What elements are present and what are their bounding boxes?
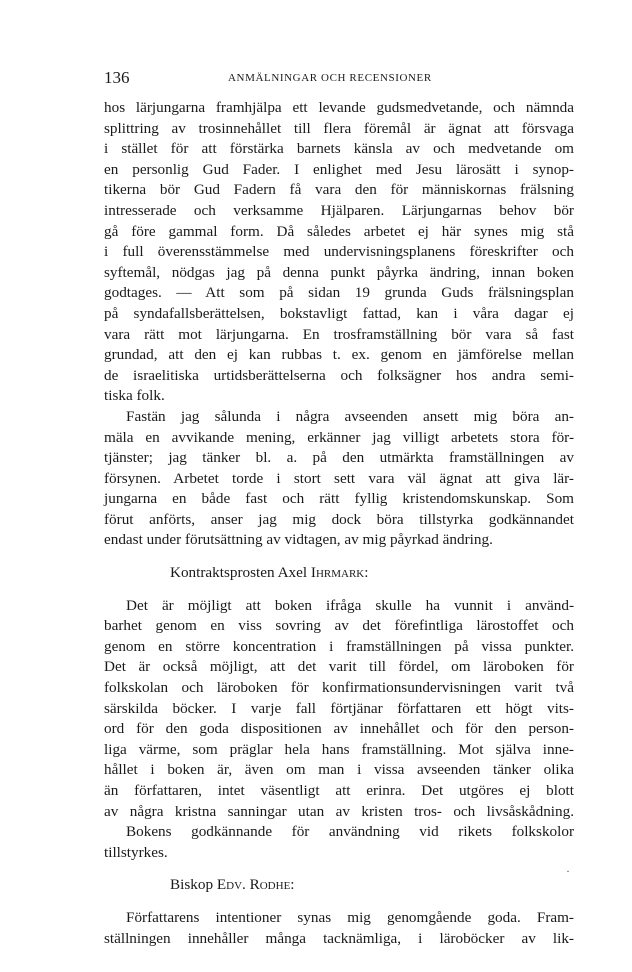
- text-line: endast under förutsättning av vidtagen, av mig påyrkad ändring.: [104, 531, 493, 549]
- text-line: Bokens godkännande för användning vid rikets folkskolor: [126, 823, 574, 841]
- heading-prefix: Biskop: [170, 876, 217, 894]
- heading-prefix: Kontraktsprosten Axel: [170, 564, 311, 582]
- running-head: ANMÄLNINGAR OCH RECENSIONER: [228, 72, 432, 84]
- text-line: tiska folk.: [104, 387, 165, 405]
- text-line: ord för den goda dispositionen av innehållet och för den person-: [104, 720, 574, 738]
- text-line: tillstyrkes.: [104, 843, 168, 861]
- text-line: tikerna bör Gud Fadern få vara den för människornas frälsning: [104, 181, 574, 199]
- text-line: syftemål, nödgas jag på denna punkt påyrka ändring, innan boken: [104, 263, 574, 281]
- spacer: [104, 584, 574, 596]
- text-line: av några kristna sanningar utan av kristen tros- och livsåskådning.: [104, 802, 574, 820]
- text-line: de israelitiska urtidsberättelserna och folksägner hos andra semi-: [104, 366, 574, 384]
- heading-name: Ihrmark: [310, 564, 365, 582]
- heading-suffix: :: [290, 876, 295, 894]
- text-line: försynen. Arbetet torde i stort sett vara väl ägnat att giva lär-: [104, 469, 574, 487]
- text-line: ställningen innehåller många tacknämliga, i läroböcker av lik-: [104, 929, 574, 947]
- text-line: hos lärjungarna framhjälpa ett levande gudsmedvetande, och nämnda: [104, 99, 574, 116]
- text-line: mäla en avvikande mening, erkänner jag villigt arbetets stora för-: [104, 428, 574, 446]
- spacer: [104, 896, 574, 908]
- spacer: [104, 863, 574, 875]
- body-text: [104, 98, 574, 949]
- text-line: än författaren, intet väsentligt att erinra. Det utgöres ej blott: [104, 782, 574, 799]
- page-header: [104, 68, 574, 88]
- text-line: Det är möjligt att boken ifråga skulle ha vunnit i använd-: [126, 596, 574, 614]
- page-number: 136: [104, 68, 130, 87]
- text-line: jungarna en både fast och rätt fyllig kristendomskunskap. Som: [104, 490, 574, 508]
- text-line: Författarens intentioner synas mig genomgående goda. Fram-: [126, 908, 574, 926]
- text-line: i full överensstämmelse med undervisningsplanens föreskrifter och: [104, 243, 574, 261]
- text-line: Det är också möjligt, att det varit till fördel, om läroboken för: [104, 658, 574, 676]
- text-line: i stället för att förstärka barnets känsla av och medvetande om: [104, 140, 574, 158]
- text-line: förut anförts, anser jag mig dock böra tillstyrka godkännandet: [104, 510, 574, 528]
- section-heading-rodhe: [104, 875, 574, 896]
- text-line: grundad, att den ej kan rubbas t. ex. genom en jämförelse mellan: [104, 346, 574, 364]
- text-line: folkskolan och läroboken för konfirmationsundervisningen varit två: [104, 679, 574, 697]
- text-line: godtages. — Att som på sidan 19 grunda Guds frälsningsplan: [104, 284, 574, 302]
- text-line: särskilda böcker. I varje fall förtjänar författaren ett högt vits-: [104, 699, 574, 717]
- text-line: genom en större koncentration i framställningen på vissa punkter.: [104, 637, 574, 655]
- text-line: tjänster; jag tänker bl. a. på den utmärkta framställningen av: [104, 449, 574, 467]
- text-line: en personlig Gud Fader. I enlighet med Jesu lärosätt i synop-: [104, 160, 574, 178]
- text-line: liga värme, som präglar hela hans framställning. Mot själva inne-: [104, 740, 574, 758]
- text-line: splittring av trosinnehållet till flera föremål är ägnat att försvaga: [104, 119, 574, 137]
- text-line: vara rätt mot lärjungarna. En trosframställning bör vara så fast: [104, 325, 574, 343]
- section-heading-ihrmark: [104, 563, 574, 584]
- text-line: intresserade och verksamme Hjälparen. Lärjungarnas behov bör: [104, 201, 574, 219]
- heading-suffix: :: [364, 564, 369, 582]
- text-line: barhet genom en viss sovring av det förefintliga lärostoffet och: [104, 617, 574, 635]
- text-line: gå före gammal form. Då således arbetet ej här synes mig stå: [104, 222, 574, 240]
- heading-name: Edv. Rodhe: [216, 876, 291, 894]
- text-line: på syndafallsberättelsen, bokstavligt fattad, kan i våra dagar ej: [104, 304, 574, 322]
- text-line: hållet i boken är, även om man i vissa avseenden tänker olika: [104, 761, 574, 779]
- text-line: Fastän jag sålunda i några avseenden ansett mig böra an-: [126, 407, 574, 425]
- spacer: [104, 551, 574, 563]
- scan-mark: ·: [566, 864, 570, 878]
